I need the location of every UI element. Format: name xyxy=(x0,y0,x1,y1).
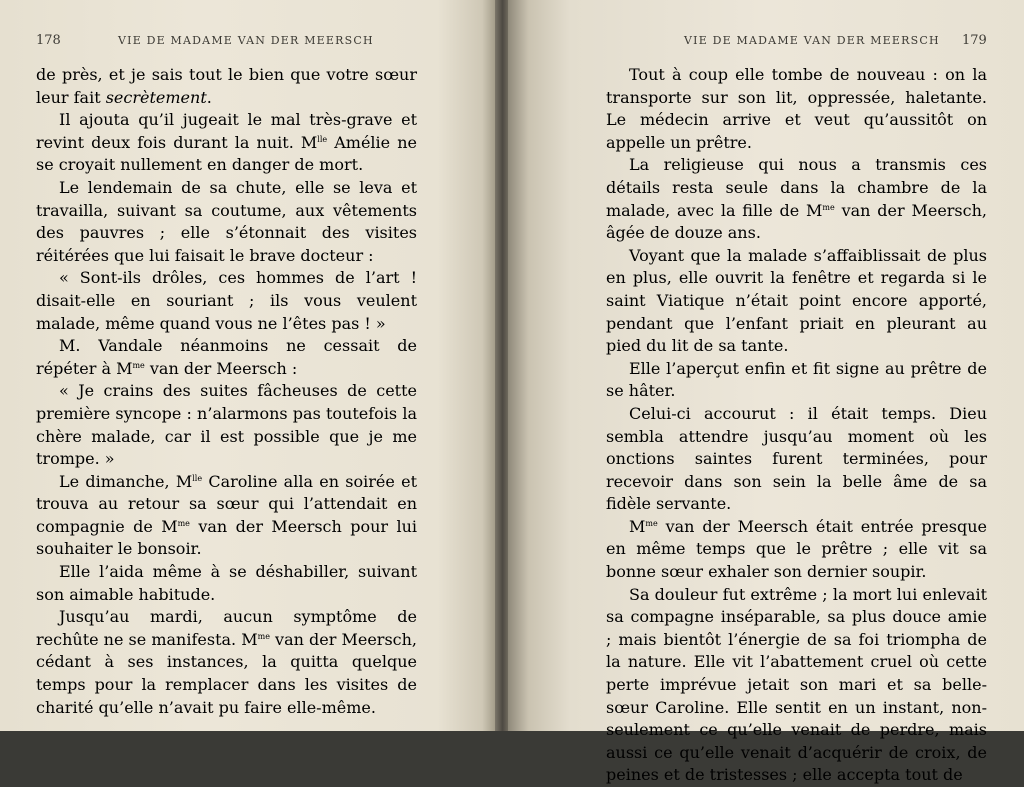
text-run: Le dimanche, M xyxy=(59,471,193,491)
right-page-number: 179 xyxy=(962,33,987,48)
text-run: van der Meersch : xyxy=(144,358,298,378)
text-run: M. Vandale néanmoins ne cessait de répéter à M xyxy=(36,336,417,378)
abbrev-superscript: me xyxy=(257,631,270,641)
text-run: . xyxy=(206,87,212,107)
abbrev-superscript: me xyxy=(645,518,658,528)
text-run: Elle l’aperçut enfin et fit signe au prêtre de se hâter. xyxy=(606,358,987,401)
paragraph xyxy=(606,154,987,244)
text-run: Caroline alla en soirée et trouva au retour sa sœur qui l’attendait en compagnie de M xyxy=(36,471,418,536)
text-run: Sa douleur fut extrême ; la mort lui enlevait sa compagne inséparable, sa plus douce amie ; mais bientôt l’énergie de sa foi triompha de la nature. Elle vit l’abattement cruel où cette perte imprévue jetait son mari et sa belle-sœur Caroline. Elle sentit en un instant, non-seulement ce qu’elle venait de perdre, mais aussi ce qu’elle venait d’acquérir de croix, de peines et de tristesses ; elle accepta tout de xyxy=(606,584,987,785)
text-run: van der Meersch, cédant à ses instances, la quitta quelque temps pour la remplacer dans les visites de charité qu’elle n’avait pu faire elle-même. xyxy=(36,629,418,717)
paragraph xyxy=(36,561,417,606)
text-run: Elle l’aida même à se déshabiller, suivant son aimable habitude. xyxy=(36,562,417,604)
right-running-head: VIE DE MADAME VAN DER MEERSCH xyxy=(684,34,940,47)
abbrev-superscript: me xyxy=(822,202,835,212)
left-running-head: VIE DE MADAME VAN DER MEERSCH xyxy=(118,34,374,47)
text-run: van der Meersch pour lui souhaiter le bonsoir. xyxy=(36,516,418,559)
text-run: Il ajouta qu’il jugeait le mal très-grave et revint deux fois durant la nuit. M xyxy=(36,110,417,152)
abbrev-superscript: lle xyxy=(192,473,203,483)
text-run: van der Meersch était entrée presque en même temps que le prêtre ; elle vit sa bonne sœur exhaler son dernier soupir. xyxy=(606,516,987,582)
text-run: M xyxy=(629,516,646,536)
text-run: Celui-ci accourut : il était temps. Dieu sembla attendre jusqu’au moment où les onctions saintes furent terminées, pour recevoir dans son sein la belle âme de sa fidèle servante. xyxy=(606,403,987,514)
text-run: de près, et je sais tout le bien que votre sœur leur fait xyxy=(36,65,417,107)
left-page-number: 178 xyxy=(36,33,61,48)
paragraph xyxy=(36,64,417,109)
text-run: Amélie ne se croyait nullement en danger de mort. xyxy=(36,132,417,175)
paragraph xyxy=(36,471,417,561)
text-run: La religieuse qui nous a transmis ces détails resta seule dans la chambre de la malade, avec la fille de M xyxy=(606,155,987,220)
text-run: Tout à coup elle tombe de nouveau : on la transporte sur son lit, oppressée, haletante. Le médecin arrive et veut qu’aussitôt on appelle un prêtre. xyxy=(606,65,987,152)
abbrev-superscript: me xyxy=(177,518,190,528)
paragraph xyxy=(606,584,987,787)
text-run: Le lendemain de sa chute, elle se leva et travailla, suivant sa coutume, aux vêtements des pauvres ; elle s’étonnait des visites réitérées que lui faisait le brave docteur : xyxy=(36,177,417,265)
text-run: « Je crains des suites fâcheuses de cette première syncope : n’alarmons pas toutefois la chère malade, car il est possible que je me trompe. » xyxy=(36,381,417,469)
paragraph xyxy=(606,358,987,403)
paragraph xyxy=(606,403,987,516)
paragraph xyxy=(36,177,417,267)
paragraph xyxy=(606,245,987,358)
paragraph xyxy=(606,516,987,584)
paragraph xyxy=(36,380,417,470)
paragraph xyxy=(36,267,417,335)
abbrev-superscript: lle xyxy=(317,134,328,144)
text-run: van der Meersch, âgée de douze ans. xyxy=(606,200,987,243)
paragraph xyxy=(36,109,417,177)
right-body-text xyxy=(606,64,987,787)
paragraph xyxy=(36,606,417,719)
text-run: Jusqu’au mardi, aucun symptôme de rechûte ne se manifesta. M xyxy=(36,607,417,649)
italic-text: secrètement xyxy=(105,87,207,107)
text-run: Voyant que la malade s’affaiblissait de plus en plus, elle ouvrit la fenêtre et regarda si le saint Viatique n’était point encore apporté, pendant que l’enfant priait en pleurant au pied du lit de sa tante. xyxy=(606,245,987,356)
left-body-text xyxy=(36,64,417,719)
paragraph xyxy=(606,64,987,154)
abbrev-superscript: me xyxy=(132,360,145,370)
paragraph xyxy=(36,335,417,380)
text-run: « Sont-ils drôles, ces hommes de l’art ! disait-elle en souriant ; ils vous veulent malade, même quand vous ne l’êtes pas ! » xyxy=(36,268,417,333)
